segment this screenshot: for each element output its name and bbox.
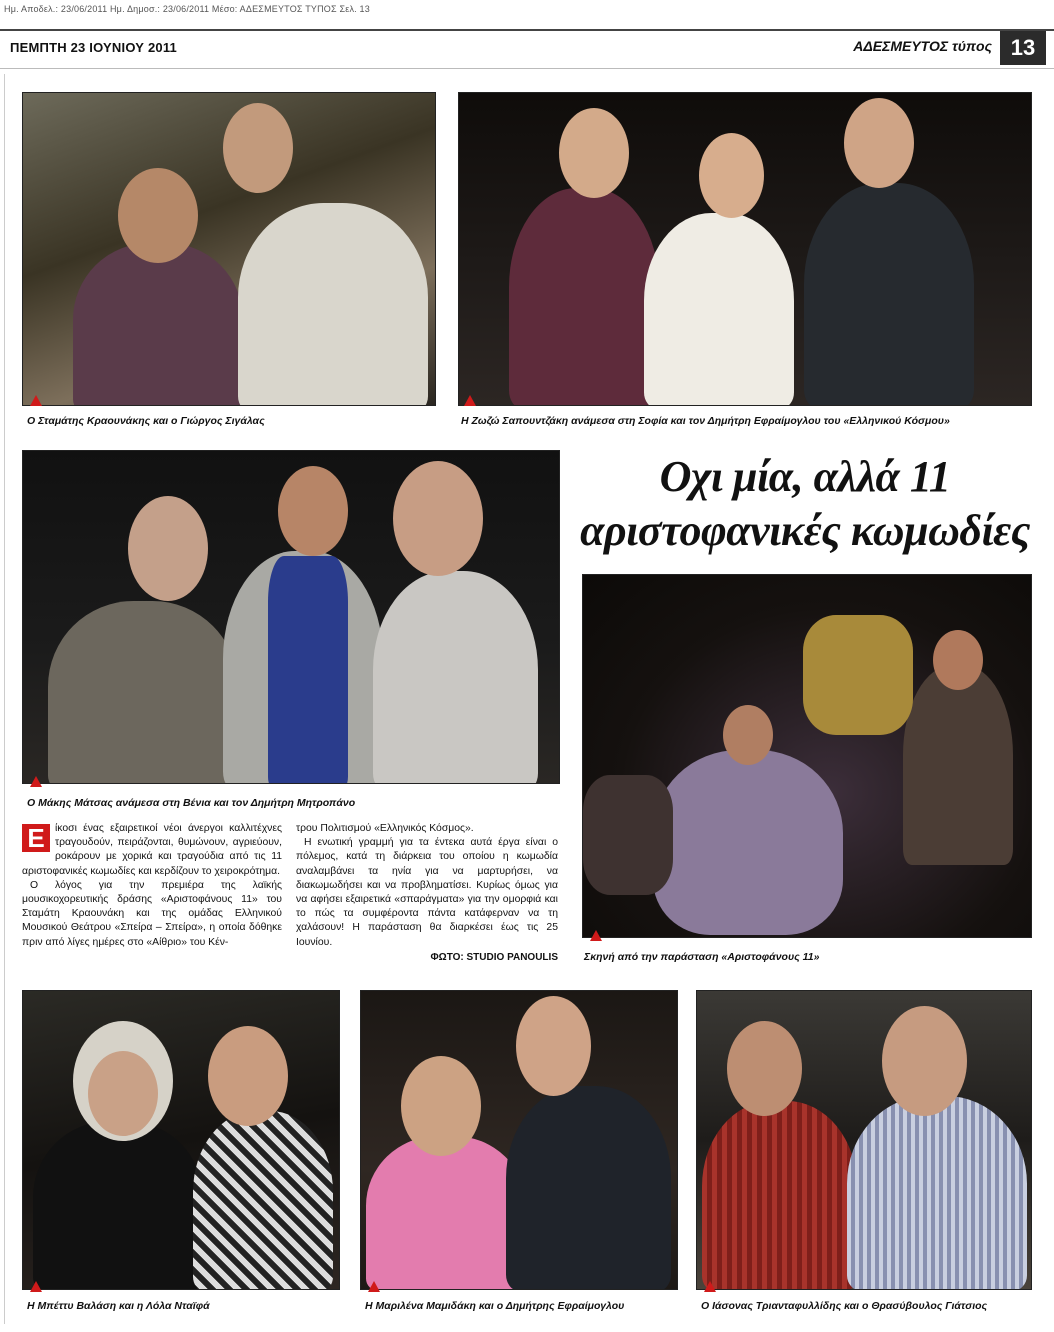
person-head — [882, 1006, 967, 1116]
issue-date: ΠΕΜΠΤΗ 23 ΙΟΥΝΙΟΥ 2011 — [10, 40, 177, 55]
caption-marker-triangle — [590, 930, 602, 941]
person-figure — [193, 1111, 333, 1290]
person-head — [208, 1026, 288, 1126]
person-figure — [702, 1101, 857, 1290]
person-figure — [73, 243, 243, 406]
caption-marker-triangle — [368, 1281, 380, 1292]
article-column-1 — [22, 822, 282, 950]
photo-caption: Η Μαριλένα Μαμιδάκη και ο Δημήτρης Εφραίμογλου — [365, 1300, 625, 1312]
person-figure — [373, 571, 538, 784]
background-performers — [583, 775, 673, 895]
header-top-rule — [0, 29, 1054, 31]
person-figure — [268, 556, 348, 784]
person-head — [401, 1056, 481, 1156]
photo-caption: Ο Ιάσονας Τριανταφυλλίδης και ο Θρασύβουλος Γιάτσιος — [701, 1300, 988, 1312]
performer-head — [933, 630, 983, 690]
person-figure — [33, 1121, 203, 1290]
person-figure — [366, 1136, 526, 1290]
photo-mamidaki-efraimoglou — [360, 990, 678, 1290]
person-figure — [509, 188, 659, 406]
person-figure — [238, 203, 428, 406]
headline-line-1: Οχι μία, αλλά 11 — [659, 452, 951, 501]
person-figure — [48, 601, 238, 784]
article-column-2 — [296, 822, 558, 950]
article-paragraph: τρου Πολιτισμού «Ελληνικός Κόσμος». — [296, 823, 474, 834]
caption-marker-triangle — [30, 395, 42, 406]
left-margin-rule — [4, 74, 5, 1324]
photo-caption: Ο Σταμάτης Κραουνάκης και ο Γιώργος Σιγάλας — [27, 415, 265, 427]
dropcap: Ε — [22, 824, 50, 852]
photo-caption: Η Μπέττυ Βαλάση και η Λόλα Νταϊφά — [27, 1300, 210, 1312]
photo-credit: ΦΩΤΟ: STUDIO PANOULIS — [430, 952, 558, 963]
person-head — [516, 996, 591, 1096]
person-figure — [644, 213, 794, 406]
performer-head — [723, 705, 773, 765]
article-paragraph: ίκοσι ένας εξαιρετικοί νέοι άνεργοι καλλιτέχνες τραγουδούν, πειράζονται, θυμώνουν, αγριεύουν, ροκάρουν με χορικά και τραγούδια από τις 11 αριστοφανικές κωμωδίες και κερδίζουν το χειροκρότημα. — [22, 823, 282, 877]
photo-caption: Σκηνή από την παράσταση «Αριστοφάνους 11» — [584, 951, 820, 963]
photo-aristofanous-11-scene — [582, 574, 1032, 938]
person-head — [223, 103, 293, 193]
headline-line-2: αριστοφανικές κωμωδίες — [580, 506, 1030, 555]
article-headline — [570, 450, 1040, 558]
photo-sapountzaki-group — [458, 92, 1032, 406]
person-figure — [804, 183, 974, 406]
newspaper-name: ΑΔΕΣΜΕΥΤΟΣ τύπος — [853, 38, 992, 54]
person-head — [118, 168, 198, 263]
person-figure — [506, 1086, 671, 1290]
person-head — [128, 496, 208, 601]
photo-valasi-ntaifa — [22, 990, 340, 1290]
photo-triantafyllidis-giatsios — [696, 990, 1032, 1290]
performer-figure — [903, 665, 1013, 865]
photo-kraounakis-sigalas — [22, 92, 436, 406]
person-head — [559, 108, 629, 198]
photo-caption: Ο Μάκης Μάτσας ανάμεσα στη Βένια και τον Δημήτρη Μητροπάνο — [27, 797, 356, 809]
person-head — [88, 1051, 158, 1136]
person-head — [393, 461, 483, 576]
page-number-box: 13 — [1000, 31, 1046, 65]
person-head — [278, 466, 348, 556]
person-head — [727, 1021, 802, 1116]
caption-marker-triangle — [704, 1281, 716, 1292]
person-head — [844, 98, 914, 188]
article-paragraph: Ο λόγος για την πρεμιέρα της λαϊκής μουσικοχορευτικής δράσης «Αριστοφάνους 11» του Σταμάτη Κραουνάκη και της ομάδας Ελληνικού Μουσικού Θεάτρου «Σπείρα – Σπείρα», η οποία δόθηκε πριν από λίγες ημέρες στο «Αίθριο» του Κέν- — [22, 879, 282, 948]
photo-matsas-venia-mitropanos — [22, 450, 560, 784]
header-bottom-rule — [0, 68, 1054, 69]
article-paragraph: Η ενωτική γραμμή για τα έντεκα αυτά έργα είναι ο πόλεμος, κατά τη διάρκεια του οποίου η κωμωδία αναλαμβάνει τα ηνία για να μαρτυρήσει, να διακωμωδήσει και να προβληματίσει. Κυρίως όμως για να αφήσει εξαιρετικά «σπαράγματα» για την ομορφιά και το πώς τα συμφέροντα πάντα κατάφερναν να τη χαλάσουν! Η παράσταση θα διαρκέσει έως τις 25 Ιουνίου. — [296, 837, 558, 948]
caption-marker-triangle — [464, 395, 476, 406]
caption-marker-triangle — [30, 1281, 42, 1292]
person-head — [699, 133, 764, 218]
performer-figure — [653, 750, 843, 935]
clipping-meta-line: Ημ. Αποδελ.: 23/06/2011 Ημ. Δημοσ.: 23/06/2011 Μέσο: ΑΔΕΣΜΕΥΤΟΣ ΤΥΠΟΣ Σελ. 13 — [4, 4, 370, 14]
caption-marker-triangle — [30, 776, 42, 787]
person-figure — [847, 1096, 1027, 1290]
costume-prop — [803, 615, 913, 735]
photo-caption: Η Ζωζώ Σαπουντζάκη ανάμεσα στη Σοφία και τον Δημήτρη Εφραίμογλου του «Ελληνικού Κόσμου» — [461, 415, 950, 427]
